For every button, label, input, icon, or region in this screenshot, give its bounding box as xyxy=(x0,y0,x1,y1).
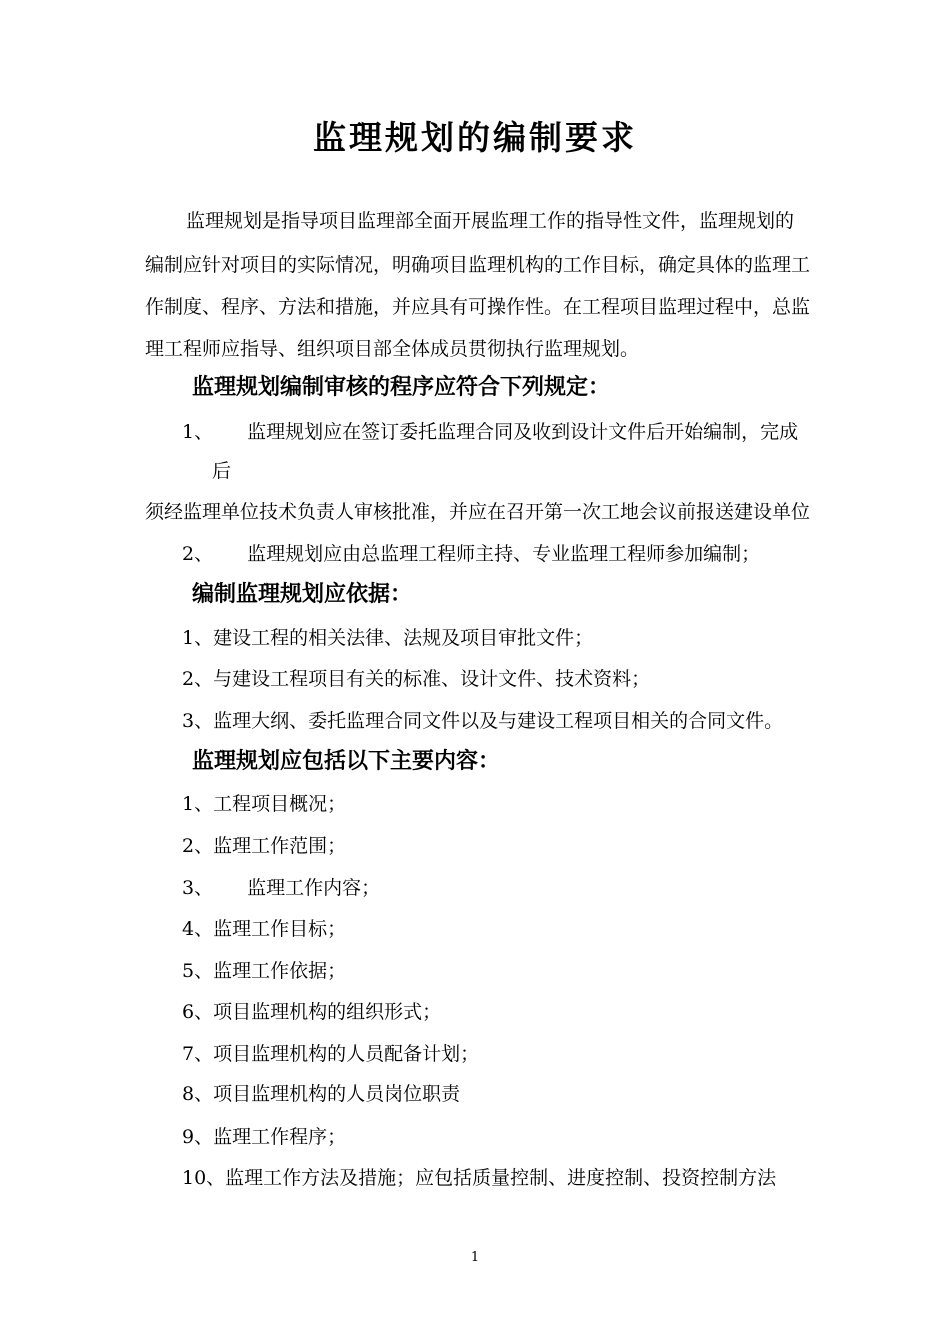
list-item: 6、项目监理机构的组织形式； xyxy=(182,1001,442,1023)
list-item: 5、监理工作依据； xyxy=(182,960,347,982)
list-number: 1、 xyxy=(182,421,214,443)
list-item: 7、项目监理机构的人员配备计划； xyxy=(182,1043,480,1065)
list-item: 1、工程项目概况； xyxy=(182,793,347,815)
page-number: 1 xyxy=(470,1250,480,1265)
list-number: 2、 xyxy=(182,543,214,565)
intro-line: 编制应针对项目的实际情况，明确项目监理机构的工作目标，确定具体的监理工 xyxy=(145,254,811,276)
list-item xyxy=(182,420,798,444)
intro-line: 监理规划是指导项目监理部全面开展监理工作的指导性文件，监理规划的 xyxy=(186,210,795,232)
list-item: 1、建设工程的相关法律、法规及项目审批文件； xyxy=(182,627,594,649)
list-item: 10、监理工作方法及措施；应包括质量控制、进度控制、投资控制方法 xyxy=(182,1167,777,1189)
list-text: 监理工作内容； xyxy=(247,877,381,899)
document-title: 监理规划的编制要求 xyxy=(313,118,637,157)
list-item-continuation: 后 xyxy=(212,460,232,482)
list-item: 3、监理大纲、委托监理合同文件以及与建设工程项目相关的合同文件。 xyxy=(182,710,784,732)
list-item: 8、项目监理机构的人员岗位职责 xyxy=(182,1083,461,1105)
list-item xyxy=(182,876,380,900)
list-text: 监理规划应由总监理工程师主持、专业监理工程师参加编制； xyxy=(247,543,761,565)
section-heading-contents: 监理规划应包括以下主要内容： xyxy=(192,749,501,774)
list-number: 3、 xyxy=(182,877,214,899)
list-item xyxy=(182,542,760,566)
intro-line: 作制度、程序、方法和措施，并应具有可操作性。在工程项目监理过程中，总监 xyxy=(145,296,811,318)
list-item: 4、监理工作目标； xyxy=(182,918,347,940)
section-heading-basis: 编制监理规划应依据： xyxy=(192,582,413,607)
section-heading-procedure: 监理规划编制审核的程序应符合下列规定： xyxy=(192,375,611,400)
list-item: 9、监理工作程序； xyxy=(182,1126,347,1148)
list-item: 2、与建设工程项目有关的标准、设计文件、技术资料； xyxy=(182,668,651,690)
list-text: 监理规划应在签订委托监理合同及收到设计文件后开始编制，完成 xyxy=(247,421,799,443)
list-item: 2、监理工作范围； xyxy=(182,835,347,857)
list-item-continuation: 须经监理单位技术负责人审核批准，并应在召开第一次工地会议前报送建设单位 xyxy=(145,501,811,523)
intro-line: 理工程师应指导、组织项目部全体成员贯彻执行监理规划。 xyxy=(145,338,640,360)
